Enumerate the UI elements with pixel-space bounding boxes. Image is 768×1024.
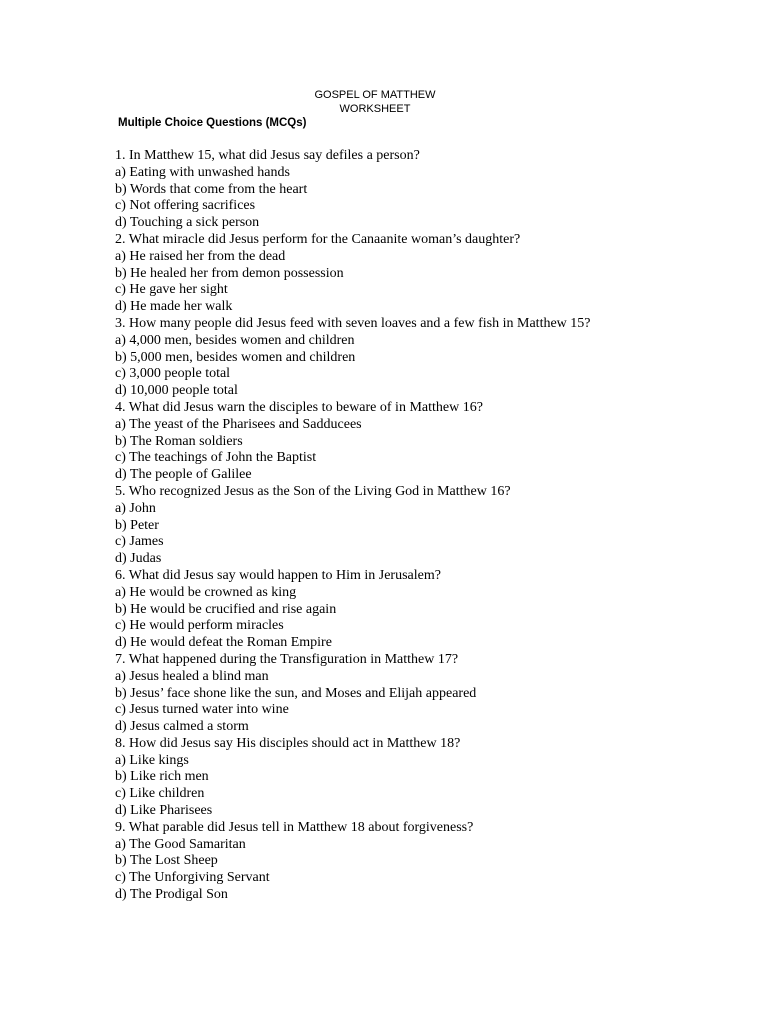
answer-option: d) The Prodigal Son (115, 887, 228, 903)
answer-option: c) He gave her sight (115, 282, 228, 298)
question-block (115, 484, 735, 568)
section-heading: Multiple Choice Questions (MCQs) (118, 117, 307, 129)
question-text: 5. Who recognized Jesus as the Son of the Living God in Matthew 16? (115, 483, 511, 499)
question-block (115, 736, 735, 820)
answer-option: b) He would be crucified and rise again (115, 601, 337, 617)
question-block (115, 820, 735, 904)
answer-option: c) He would perform miracles (115, 618, 284, 634)
question-block (115, 148, 735, 232)
answer-option: b) Peter (115, 517, 159, 533)
question-text: 8. How did Jesus say His disciples should act in Matthew 18? (115, 735, 461, 751)
answer-option: c) 3,000 people total (115, 366, 231, 382)
answer-option: a) 4,000 men, besides women and children (115, 332, 355, 348)
question-block (115, 232, 735, 316)
answer-option: c) James (115, 534, 164, 550)
question-text: 2. What miracle did Jesus perform for the Canaanite woman’s daughter? (115, 231, 521, 247)
question-text: 4. What did Jesus warn the disciples to beware of in Matthew 16? (115, 399, 483, 415)
answer-option: c) Like children (115, 786, 205, 802)
answer-option: b) The Lost Sheep (115, 853, 218, 869)
question-text: 9. What parable did Jesus tell in Matthew 18 about forgiveness? (115, 819, 474, 835)
answer-option: b) The Roman soldiers (115, 433, 243, 449)
document-title (270, 88, 480, 116)
answer-option: a) Eating with unwashed hands (115, 164, 290, 180)
answer-option: d) He would defeat the Roman Empire (115, 635, 332, 651)
question-text: 6. What did Jesus say would happen to Him in Jerusalem? (115, 567, 441, 583)
answer-option: d) Touching a sick person (115, 215, 260, 231)
question-text: 1. In Matthew 15, what did Jesus say defiles a person? (115, 148, 420, 163)
answer-option: a) He would be crowned as king (115, 584, 297, 600)
answer-option: d) Like Pharisees (115, 803, 213, 819)
answer-option: b) Like rich men (115, 769, 209, 785)
answer-option: b) Words that come from the heart (115, 181, 308, 197)
answer-option: a) He raised her from the dead (115, 248, 286, 264)
answer-option: a) Like kings (115, 752, 189, 768)
answer-option: c) The Unforgiving Servant (115, 870, 270, 886)
answer-option: d) 10,000 people total (115, 383, 238, 399)
answer-option: a) Jesus healed a blind man (115, 668, 269, 684)
answer-option: d) Jesus calmed a storm (115, 719, 249, 735)
question-text: 3. How many people did Jesus feed with seven loaves and a few fish in Matthew 15? (115, 315, 591, 331)
answer-option: d) He made her walk (115, 299, 233, 315)
answer-option: c) Not offering sacrifices (115, 198, 256, 214)
answer-option: b) He healed her from demon possession (115, 265, 344, 281)
answer-option: d) The people of Galilee (115, 467, 252, 483)
answer-option: a) John (115, 500, 156, 516)
question-list (115, 148, 735, 904)
answer-option: b) 5,000 men, besides women and children (115, 349, 356, 365)
question-block (115, 652, 735, 736)
answer-option: c) Jesus turned water into wine (115, 702, 289, 718)
question-text: 7. What happened during the Transfiguration in Matthew 17? (115, 651, 459, 667)
question-block (115, 400, 735, 484)
title-line-2: WORKSHEET (339, 103, 411, 115)
answer-option: d) Judas (115, 551, 162, 567)
answer-option: b) Jesus’ face shone like the sun, and Moses and Elijah appeared (115, 685, 477, 701)
question-block (115, 316, 735, 400)
title-line-1: GOSPEL OF MATTHEW (314, 89, 436, 101)
answer-option: c) The teachings of John the Baptist (115, 450, 317, 466)
answer-option: a) The Good Samaritan (115, 836, 246, 852)
question-block (115, 568, 735, 652)
answer-option: a) The yeast of the Pharisees and Sadducees (115, 416, 362, 432)
